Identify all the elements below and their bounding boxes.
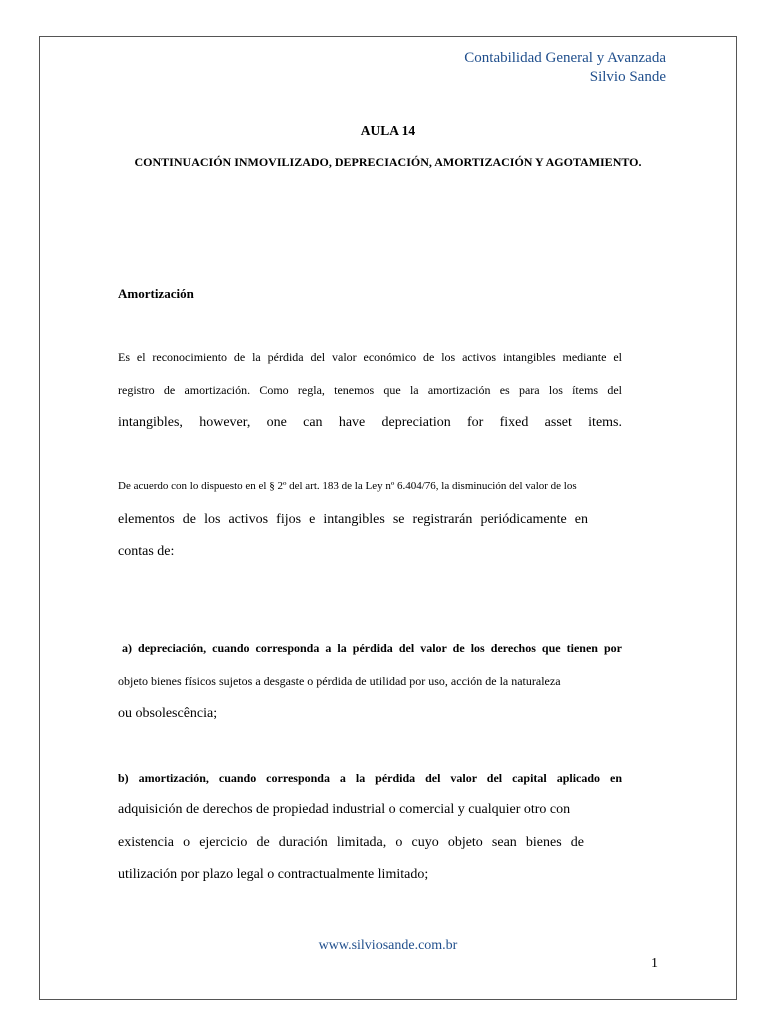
header-course: Contabilidad General y Avanzada bbox=[464, 50, 666, 66]
document-subtitle: CONTINUACIÓN INMOVILIZADO, DEPRECIACIÓN, AMORTIZACIÓN Y AGOTAMIENTO. bbox=[134, 155, 642, 169]
item-b-line4: utilización por plazo legal o contractualmente limitado; bbox=[118, 867, 429, 882]
paragraph2-line3: contas de: bbox=[118, 544, 175, 559]
item-b-line2: adquisición de derechos de propiedad industrial o comercial y cualquier otro con bbox=[118, 802, 571, 817]
paragraph1-line2: registro de amortización. Como regla, tenemos que la amortización es para los ítems del bbox=[118, 383, 622, 397]
paragraph2-line2: elementos de los activos fijos e intangibles se registrarán periódicamente en bbox=[118, 512, 588, 527]
document-title: AULA 14 bbox=[360, 123, 416, 138]
item-a-line3: ou obsolescência; bbox=[118, 706, 218, 721]
page-header bbox=[464, 49, 666, 87]
website-link[interactable]: www.silviosande.com.br bbox=[318, 938, 458, 953]
item-b-line3: existencia o ejercicio de duración limitada, o cuyo objeto sean bienes de bbox=[118, 835, 584, 850]
paragraph1-line1: Es el reconocimiento de la pérdida del valor económico de los activos intangibles mediante el bbox=[118, 350, 622, 364]
header-author: Silvio Sande bbox=[589, 69, 666, 85]
item-a-line2: objeto bienes físicos sujetos a desgaste o pérdida de utilidad por uso, acción de la naturaleza bbox=[118, 674, 561, 688]
item-a-line1: a) depreciación, cuando corresponda a la pérdida del valor de los derechos que tienen por bbox=[122, 641, 622, 655]
document-page bbox=[39, 36, 737, 1000]
paragraph2-line1: De acuerdo con lo dispuesto en el § 2º del art. 183 de la Ley nº 6.404/76, la disminución del valor de los bbox=[118, 480, 577, 492]
page-number: 1 bbox=[651, 956, 658, 971]
item-b-line1: b) amortización, cuando corresponda a la pérdida del valor del capital aplicado en bbox=[118, 771, 622, 785]
paragraph1-line3: intangibles, however, one can have depreciation for fixed asset items. bbox=[118, 415, 622, 430]
section-heading: Amortización bbox=[118, 286, 194, 301]
